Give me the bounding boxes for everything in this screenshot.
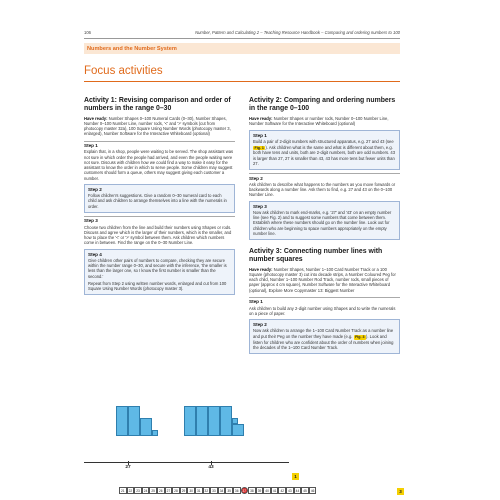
apparatus-figure <box>96 398 286 470</box>
ten-block <box>128 406 140 436</box>
track-cell: 41 <box>271 487 279 494</box>
step-text: Give children other pairs of numbers to compare, checking they are secure within the number range 0–30, and secure with the inference, 'the smaller is less than the larger one, so I know the first number is smaller than the second.' <box>88 257 227 279</box>
track-cell: 35 <box>225 487 233 494</box>
track-cell: 36 <box>233 487 241 494</box>
step-text: Ask children to describe what happens to the numbers as you move forwards or backwards along a number line. Ask them to find, e.g. 27 and 43 on the 0–100 Number Line. <box>249 181 396 198</box>
step-label: Step 4 <box>88 251 102 257</box>
empty-number-line <box>84 462 289 472</box>
track-cell: 37 <box>241 487 249 494</box>
track-cell: 30 <box>187 487 195 494</box>
step-panel <box>84 249 235 296</box>
header-rule <box>84 38 400 39</box>
number-line-label-left: 27 <box>125 465 131 470</box>
card-number-track <box>119 487 316 495</box>
track-cell: 38 <box>248 487 256 494</box>
activity2-title: Activity 2: Comparing and ordering numbers in the range 0–100 <box>249 97 396 112</box>
figure-tag: Fig. 3 <box>355 334 365 339</box>
focus-title: Focus activities <box>84 65 163 77</box>
track-cell: 29 <box>180 487 188 494</box>
number-line-label-right: 43 <box>208 465 214 470</box>
resources-text: Number Shapes 0–100 Numeral Cards (0–30), Number Shapes, Number 0–100 Number Line, number rods, '<' and '>' symbols (cut from photocopy master 32a), 100 Square Using Number Words (photocopy master 3, enlarged), Number Software for the Interactive Whiteboard (optional) <box>84 115 231 137</box>
step-text-a: Now ask children to arrange the 1–100 Card Number Track as a number line and put their Peg on the number they have made (e.g. <box>253 328 394 339</box>
figure-tag: Fig. 1 <box>254 145 264 150</box>
ten-block <box>184 406 196 436</box>
track-cell: 44 <box>294 487 302 494</box>
step-text: Ask children to build any 2-digit number using Shapes and to write the numerals on a piece of paper. <box>249 305 396 316</box>
resources-label: Have ready: <box>249 266 273 272</box>
step-label: Step 1 <box>253 133 267 139</box>
track-cell: 25 <box>149 487 157 494</box>
three-shape <box>232 424 244 436</box>
resources-label: Have ready: <box>249 115 273 121</box>
resources-text: Number Shapes, Number 1–100 Card Number Track or a 100 Square (photocopy master 3) cut into decade strips, a Number Coloured Peg for each child, Number 1–100 Number Rod Track, number rods, small pieces of paper (approx 4 cm square), Number Software for the Interactive Whiteboard (optional), Explore More Copymaster 13: Biggest Number <box>249 266 396 293</box>
track-cell: 22 <box>127 487 135 494</box>
step-text: Now ask children to mark end-marks, e.g. '27' and '43' on an empty number line (see Fig. 2) and to suggest some numbers that come between them. Establish where these numbers should go on the number line. Look out for children who are beginning to space numbers appropriately on the empty number line. <box>253 209 392 236</box>
resources-label: Have ready: <box>84 115 108 121</box>
running-title: Number, Pattern and Calculating 2 – Teaching Resource Handbook – Comparing and ordering numbers to 100 <box>195 30 400 35</box>
step-label: Step 2 <box>249 173 400 181</box>
figure-badge: 1 <box>292 473 299 480</box>
step-label: Step 1 <box>84 141 235 149</box>
focus-rule <box>84 81 400 82</box>
step-label: Step 3 <box>84 216 235 224</box>
number-line-tick <box>211 461 212 465</box>
track-cell: 42 <box>278 487 286 494</box>
track-cell: 24 <box>142 487 150 494</box>
track-cell: 27 <box>165 487 173 494</box>
step-text-a: Build a pair of 2-digit numbers with structured apparatus, e.g. 27 and 43 (see <box>253 139 394 145</box>
step-label: Step 3 <box>253 203 267 209</box>
track-cell: 23 <box>134 487 142 494</box>
step-text: Follow children's suggestions. Give a random 0–30 numeral card to each child and ask children to arrange themselves into a line with the numerals in order. <box>88 193 227 209</box>
track-cell: 32 <box>203 487 211 494</box>
track-cell: 45 <box>301 487 309 494</box>
track-cell: 46 <box>309 487 317 494</box>
figure-badge: 3 <box>397 488 404 495</box>
step-text <box>253 328 396 350</box>
step-text <box>253 139 396 166</box>
track-cell: 33 <box>210 487 218 494</box>
track-cell: 28 <box>172 487 180 494</box>
track-cell: 26 <box>157 487 165 494</box>
right-column <box>249 97 400 357</box>
step-label: Step 1 <box>249 297 400 305</box>
step-panel <box>249 130 400 170</box>
step-text: Repeat from Step 2 using written number words, enlarged and cut from 100 Square Using Number Words (photocopy master 3). <box>88 280 227 292</box>
step-label: Step 2 <box>88 186 102 192</box>
step-panel <box>249 201 400 241</box>
page-number: 106 <box>84 30 91 35</box>
activity2-resources <box>249 116 400 127</box>
activity1-resources <box>84 116 235 137</box>
unit-cube <box>152 430 158 436</box>
number-line-axis <box>84 462 289 463</box>
track-cell: 39 <box>256 487 264 494</box>
track-cell: 21 <box>119 487 127 494</box>
number-line-tick <box>128 461 129 465</box>
step-panel <box>84 184 235 213</box>
ten-block <box>208 406 220 436</box>
track-cell: 34 <box>218 487 226 494</box>
ten-block <box>220 406 232 436</box>
seven-shape <box>140 418 152 436</box>
activity3-title: Activity 3: Connecting number lines with number squares <box>249 248 383 263</box>
step-text: Explain that, in a shop, people were waiting to be served. The shop assistant was not sure in which order the people had arrived, and even the people waiting were not sure. Discuss with children how we could find a way to make it easy for the assistant to know the order in which to serve people. Some children may suggest customers should form a queue, others may suggest giving each customer a number. <box>84 149 234 181</box>
track-cell: 31 <box>195 487 203 494</box>
step-label: Step 2 <box>253 322 267 328</box>
track-cell: 43 <box>286 487 294 494</box>
left-column <box>84 97 235 298</box>
activity1-title: Activity 1: Revising comparison and order of numbers in the range 0–30 <box>84 97 231 112</box>
step-panel <box>249 319 400 354</box>
section-label: Numbers and the Number System <box>87 45 177 52</box>
activity3-resources <box>249 267 400 293</box>
step-text: Choose two children from the line and build their numbers using Shapes or rods. Discuss and agree which is the larger of their numbers, which is the smaller, and how to place the '<' or '>' symbol between them. Ask children which numbers come in between. Find the range on the 0–30 Number Line. <box>84 224 232 246</box>
section-band <box>84 43 400 54</box>
ten-block <box>116 406 128 436</box>
unit-cube <box>232 418 238 424</box>
step-text-b: ). Ask children what is the same and what is different about them, e.g. both have tens and units, both are 2-digit numbers, both are odd numbers. 43 is larger than 27, 27 is smaller than 43, 43 has more tens but fewer units than 27. <box>253 144 396 166</box>
track-cell: 40 <box>263 487 271 494</box>
ten-block <box>196 406 208 436</box>
resources-text: Number Shapes or number rods, Number 0–100 Number Line, Number Software for the Interactive Whiteboard (optional) <box>249 115 389 126</box>
step-text-b: ). Look and listen for children who are confident about the order of numbers when joining the decades of the 1–100 Card Number Track. <box>253 333 394 350</box>
